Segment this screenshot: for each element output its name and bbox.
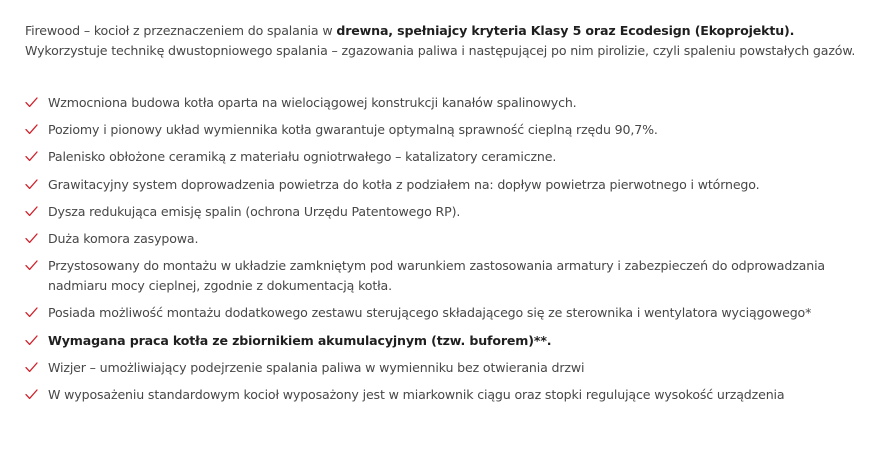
checkmark-icon bbox=[25, 206, 38, 217]
checkmark-icon bbox=[25, 233, 38, 244]
feature-item bbox=[25, 358, 865, 378]
checkmark-icon bbox=[25, 335, 38, 346]
checkmark-icon bbox=[25, 307, 38, 318]
feature-text: Duża komora zasypowa. bbox=[48, 230, 199, 246]
feature-item bbox=[25, 256, 865, 296]
product-description bbox=[25, 21, 865, 412]
feature-item bbox=[25, 147, 865, 167]
feature-text: Przystosowany do montażu w układzie zamkniętym pod warunkiem zastosowania armatury i zabezpieczeń do odprowadzania nadmiaru mocy cieplnej, zgodnie z dokumentacją kotła. bbox=[48, 258, 825, 294]
feature-item bbox=[25, 120, 865, 140]
feature-item bbox=[25, 303, 865, 323]
feature-text: Wymagana praca kotła ze zbiornikiem akumulacyjnym (tzw. buforem)**. bbox=[48, 332, 552, 348]
feature-item bbox=[25, 93, 865, 113]
checkmark-icon bbox=[25, 97, 38, 108]
feature-item bbox=[25, 229, 865, 249]
checkmark-icon bbox=[25, 389, 38, 400]
checkmark-icon bbox=[25, 124, 38, 135]
feature-item bbox=[25, 202, 865, 222]
intro-bold-text: drewna, spełniajcy kryteria Klasy 5 oraz Ecodesign (Ekoprojektu). bbox=[336, 23, 795, 38]
feature-text: Dysza redukująca emisję spalin (ochrona Urzędu Patentowego RP). bbox=[48, 203, 461, 219]
feature-item bbox=[25, 385, 865, 405]
feature-text: Poziomy i pionowy układ wymiennika kotła gwarantuje optymalną sprawność cieplną rzędu 90,7%. bbox=[48, 122, 658, 138]
feature-text: Posiada możliwość montażu dodatkowego zestawu sterującego składającego się ze sterownika i wentylatora wyciągowego* bbox=[48, 305, 812, 321]
intro-text-before: Firewood – kocioł z przeznaczeniem do spalania w bbox=[25, 23, 337, 38]
intro-text-after: Wykorzystuje technikę dwustopniowego spalania – zgazowania paliwa i następującej po nim pirolizie, czyli spaleniu powstałych gazów. bbox=[25, 43, 856, 58]
feature-item bbox=[25, 175, 865, 195]
feature-item bbox=[25, 331, 865, 351]
feature-text: Grawitacyjny system doprowadzenia powietrza do kotła z podziałem na: dopływ powietrza pierwotnego i wtórnego. bbox=[48, 176, 760, 192]
checkmark-icon bbox=[25, 179, 38, 190]
feature-text: Palenisko obłożone ceramiką z materiału ogniotrwałego – katalizatory ceramiczne. bbox=[48, 149, 557, 165]
checkmark-icon bbox=[25, 362, 38, 373]
feature-list bbox=[25, 93, 865, 405]
checkmark-icon bbox=[25, 260, 38, 271]
feature-text: W wyposażeniu standardowym kocioł wyposażony jest w miarkownik ciągu oraz stopki regulujące wysokość urządzenia bbox=[48, 386, 785, 402]
checkmark-icon bbox=[25, 151, 38, 162]
feature-text: Wzmocniona budowa kotła oparta na wielociągowej konstrukcji kanałów spalinowych. bbox=[48, 95, 577, 110]
feature-text: Wizjer – umożliwiający podejrzenie spalania paliwa w wymienniku bez otwierania drzwi bbox=[48, 359, 585, 375]
intro-paragraph bbox=[25, 21, 865, 61]
